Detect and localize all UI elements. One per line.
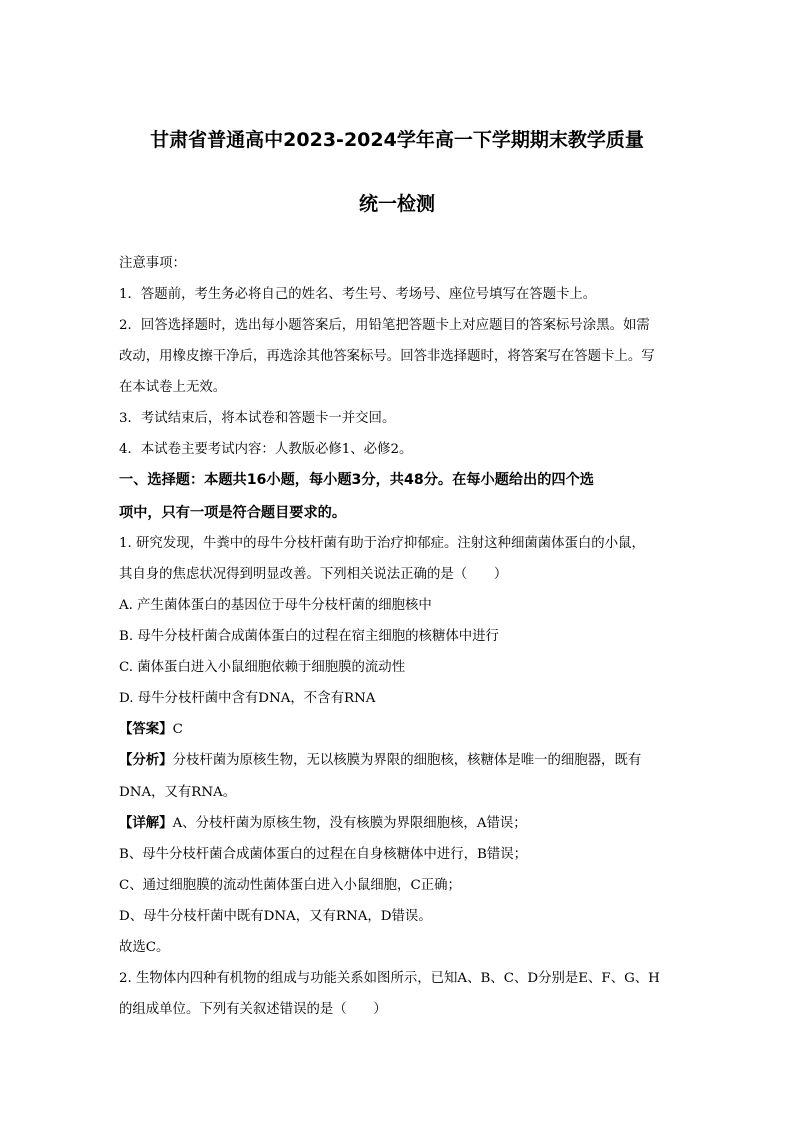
section-heading-line-1: 一、选择题：本题共16小题，每小题3分，共48分。在每小题给出的四个选 [119,472,594,488]
answer-tag: 【答案】 [119,722,173,737]
detail-text-1: A、分枝杆菌为原核生物，没有核膜为界限细胞核，A错误； [172,816,527,831]
q1-option-d: D. 母牛分枝杆菌中含有DNA，不含有RNA [119,691,376,706]
exam-title-line-1: 甘肃省普通高中2023-2024学年高一下学期期末教学质量 [150,129,644,151]
q1-conclusion: 故选C。 [119,940,170,955]
notice-item-2-line-2: 改动，用橡皮擦干净后，再选涂其他答案标号。回答非选择题时，将答案写在答题卡上。写 [119,349,655,364]
q1-option-c: C. 菌体蛋白进入小鼠细胞依赖于细胞膜的流动性 [119,660,406,675]
q1-stem-line-2: 其自身的焦虑状况得到明显改善。下列相关说法正确的是（ ） [119,567,508,582]
q1-detail-row-3: C、通过细胞膜的流动性菌体蛋白进入小鼠细胞，C正确； [119,878,461,893]
q2-stem-line-1: 2. 生物体内四种有机物的组成与功能关系如图所示，已知A、B、C、D分别是E、F、G、H [119,971,660,986]
notice-item-2-line-3: 在本试卷上无效。 [119,380,227,395]
q1-detail-row-4: D、母牛分枝杆菌中既有DNA，又有RNA，D错误。 [119,909,432,924]
q2-stem-line-2: 的组成单位。下列有关叙述错误的是（ ） [119,1002,387,1017]
q1-detail-row-1 [119,814,679,834]
notice-item-4: 4．本试卷主要考试内容：人教版必修1、必修2。 [119,442,413,457]
q1-stem-line-1: 1. 研究发现，牛粪中的母牛分枝杆菌有助于治疗抑郁症。注射这种细菌菌体蛋白的小鼠， [119,536,645,551]
notice-heading: 注意事项： [119,256,186,271]
notice-item-1: 1．答题前，考生务必将自己的姓名、考生号、考场号、座位号填写在答题卡上。 [119,287,597,302]
section-heading-line-2: 项中，只有一项是符合题目要求的。 [119,505,347,521]
q1-answer-row [119,720,679,740]
q1-analysis-row-2: DNA，又有RNA。 [119,785,237,800]
analysis-text-1: 分枝杆菌为原核生物，无以核膜为界限的细胞核，核糖体是唯一的细胞器，既有 [172,753,642,768]
detail-tag: 【详解】 [119,816,173,831]
q1-analysis-row-1 [119,751,679,771]
notice-item-2-line-1: 2．回答选择题时，选出每小题答案后，用铅笔把答题卡上对应题目的答案标号涂黑。如需 [119,318,650,333]
q1-option-a: A. 产生菌体蛋白的基因位于母牛分枝杆菌的细胞核中 [119,598,432,613]
q1-option-b: B. 母牛分枝杆菌合成菌体蛋白的过程在宿主细胞的核糖体中进行 [119,629,499,644]
analysis-tag: 【分析】 [119,753,173,768]
notice-item-3: 3．考试结束后，将本试卷和答题卡一并交回。 [119,411,396,426]
exam-title-line-2: 统一检测 [358,193,435,215]
answer-value: C [172,722,183,737]
q1-detail-row-2: B、母牛分枝杆菌合成菌体蛋白的过程在自身核糖体中进行，B错误； [119,847,528,862]
